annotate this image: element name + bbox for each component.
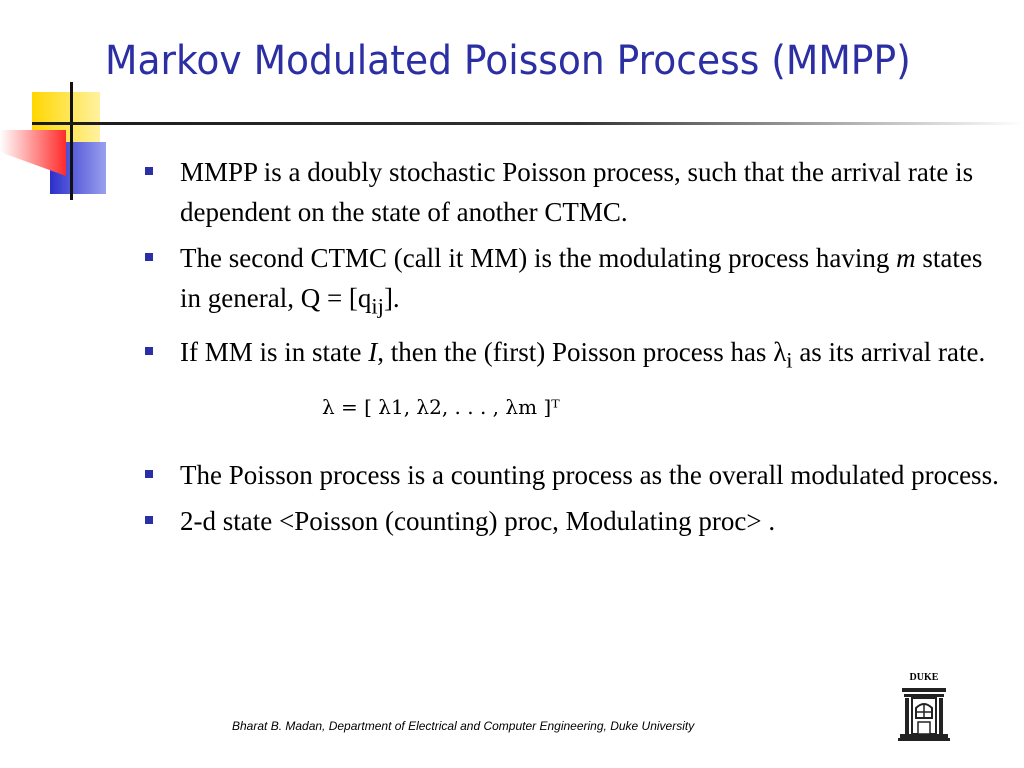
bullet-item (142, 332, 1002, 380)
subscript-ij: ij (371, 293, 384, 319)
bullet-item (142, 238, 1002, 326)
slide-footer: Bharat B. Madan, Department of Electrical and Computer Engineering, Duke University (232, 719, 695, 733)
variable-i: I (368, 337, 378, 368)
bullet-marker (145, 516, 153, 524)
subscript-i: i (786, 347, 793, 373)
bullet-marker (145, 253, 153, 261)
corner-decoration (0, 70, 110, 210)
title-underline (32, 122, 1024, 125)
bullet-marker (145, 347, 153, 355)
bullet-marker (145, 167, 153, 175)
bullet-text: The Poisson process is a counting process as the overall modulated process. (180, 459, 999, 490)
building-icon (898, 684, 950, 742)
lambda-vector-formula (142, 385, 1002, 455)
bullet-marker (145, 470, 153, 478)
bullet-item (142, 152, 1002, 232)
bullet-text: 2-d state <Poisson (counting) proc, Modulating proc> . (180, 505, 776, 536)
bullet-item (142, 501, 1002, 541)
formula-text: λ = [ λ1, λ2, . . . , λm ]ᵀ (322, 394, 560, 419)
bullet-text: states in general, Q = [q (180, 243, 983, 313)
bullet-text: The second CTMC (call it MM) is the modulating process having (180, 243, 897, 273)
bullet-list (142, 152, 1002, 541)
duke-logo (898, 672, 950, 742)
lambda-symbol: λ (773, 337, 787, 368)
logo-label: DUKE (909, 672, 939, 683)
bullet-text: MMPP is a doubly stochastic Poisson process, such that the arrival rate is dependent on the state of another CTMC. (180, 157, 974, 227)
bullet-text: as its arrival rate. (792, 337, 986, 368)
variable-m: m (896, 243, 916, 273)
bullet-text: ]. (383, 283, 400, 313)
bullet-item (142, 455, 1002, 495)
bullet-text: If MM is in state (180, 337, 369, 368)
slide-title: Markov Modulated Poisson Process (MMPP) (105, 38, 911, 84)
bullet-text: , then the (first) Poisson process has (377, 337, 774, 368)
